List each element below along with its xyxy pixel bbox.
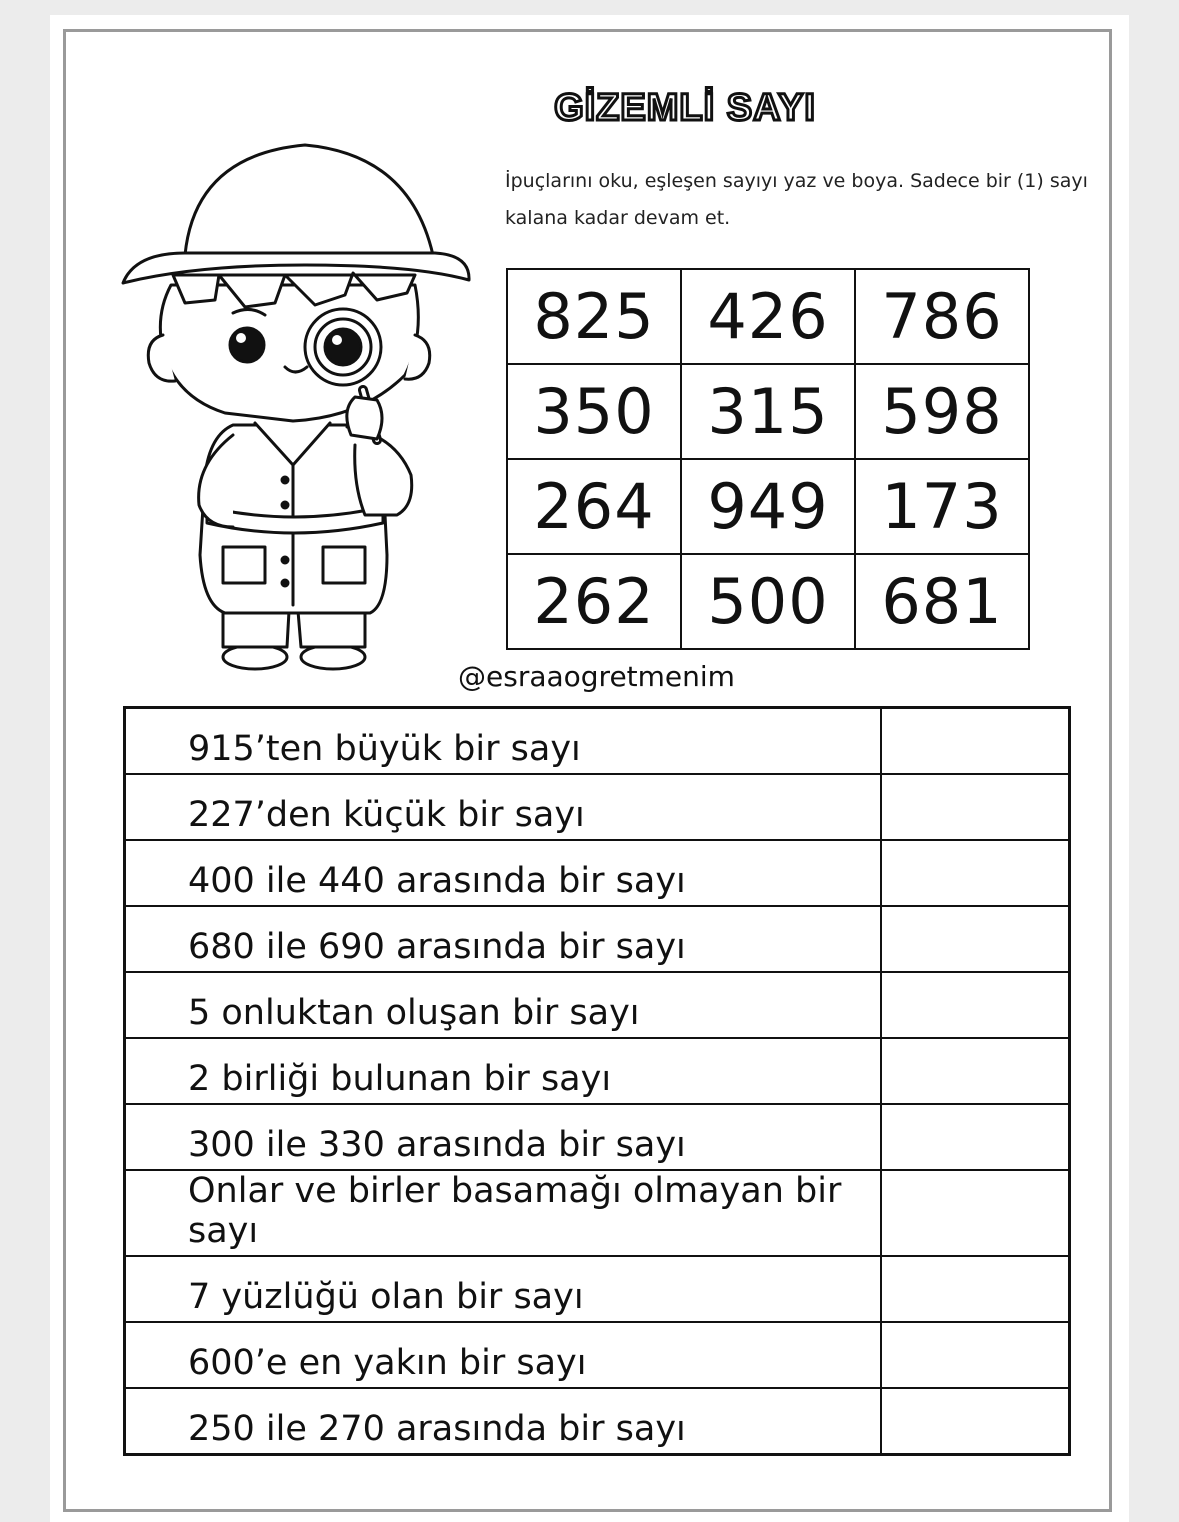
clue-text: 915’ten büyük bir sayı — [125, 708, 881, 775]
answer-box[interactable] — [881, 1170, 1070, 1256]
clue-text: 7 yüzlüğü olan bir sayı — [125, 1256, 881, 1322]
detective-illustration — [115, 135, 485, 675]
numbers-grid-row — [507, 554, 1029, 649]
number-cell[interactable]: 681 — [855, 554, 1029, 649]
worksheet-title — [520, 80, 850, 132]
clues-table — [123, 706, 1071, 1456]
clue-text: 227’den küçük bir sayı — [125, 774, 881, 840]
answer-box[interactable] — [881, 972, 1070, 1038]
clue-row — [125, 774, 1070, 840]
number-cell[interactable]: 350 — [507, 364, 681, 459]
answer-box[interactable] — [881, 774, 1070, 840]
numbers-grid-row — [507, 364, 1029, 459]
answer-box[interactable] — [881, 840, 1070, 906]
clue-row — [125, 1038, 1070, 1104]
clue-row — [125, 1170, 1070, 1256]
number-cell[interactable]: 264 — [507, 459, 681, 554]
answer-box[interactable] — [881, 1104, 1070, 1170]
clue-text: 5 onluktan oluşan bir sayı — [125, 972, 881, 1038]
clue-row — [125, 972, 1070, 1038]
numbers-grid-row — [507, 269, 1029, 364]
answer-box[interactable] — [881, 906, 1070, 972]
author-handle: @esraaogretmenim — [458, 660, 735, 693]
answer-box[interactable] — [881, 1256, 1070, 1322]
clue-row — [125, 1256, 1070, 1322]
title-text: GİZEMLİ SAYI — [554, 87, 816, 129]
number-cell[interactable]: 949 — [681, 459, 855, 554]
answer-box[interactable] — [881, 1388, 1070, 1455]
clue-row — [125, 1322, 1070, 1388]
number-cell[interactable]: 786 — [855, 269, 1029, 364]
clue-text: 680 ile 690 arasında bir sayı — [125, 906, 881, 972]
numbers-grid — [506, 268, 1030, 650]
clue-row — [125, 1104, 1070, 1170]
answer-box[interactable] — [881, 1038, 1070, 1104]
clue-row — [125, 1388, 1070, 1455]
clue-text: 600’e en yakın bir sayı — [125, 1322, 881, 1388]
number-cell[interactable]: 262 — [507, 554, 681, 649]
clue-text: Onlar ve birler basamağı olmayan bir sayı — [125, 1170, 881, 1256]
clue-row — [125, 906, 1070, 972]
number-cell[interactable]: 315 — [681, 364, 855, 459]
numbers-grid-row — [507, 459, 1029, 554]
clue-text: 400 ile 440 arasında bir sayı — [125, 840, 881, 906]
clue-row — [125, 840, 1070, 906]
clue-text: 300 ile 330 arasında bir sayı — [125, 1104, 881, 1170]
instructions-text: İpuçlarını oku, eşleşen sayıyı yaz ve boya. Sadece bir (1) sayı kalana kadar devam et. — [505, 170, 1088, 229]
number-cell[interactable]: 825 — [507, 269, 681, 364]
number-cell[interactable]: 173 — [855, 459, 1029, 554]
answer-box[interactable] — [881, 708, 1070, 775]
clue-text: 250 ile 270 arasında bir sayı — [125, 1388, 881, 1455]
number-cell[interactable]: 426 — [681, 269, 855, 364]
clue-text: 2 birliği bulunan bir sayı — [125, 1038, 881, 1104]
number-cell[interactable]: 500 — [681, 554, 855, 649]
answer-box[interactable] — [881, 1322, 1070, 1388]
clue-row — [125, 708, 1070, 775]
number-cell[interactable]: 598 — [855, 364, 1029, 459]
